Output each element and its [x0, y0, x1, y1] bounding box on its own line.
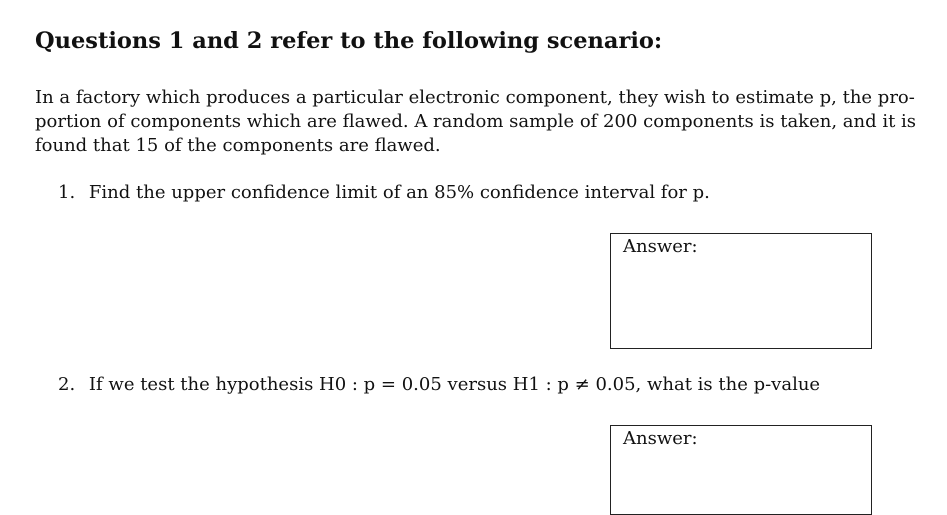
section-heading: Questions 1 and 2 refer to the following scenario:: [35, 28, 663, 54]
scenario-paragraph: [35, 86, 917, 158]
answer-box-1[interactable]: [610, 233, 872, 349]
answer-input-2[interactable]: [623, 456, 863, 506]
answer-input-1[interactable]: [623, 264, 863, 340]
question-1: [58, 182, 710, 203]
scenario-line-1: In a factory which produces a particular electronic component, they wish to estimate p, the pro-: [35, 87, 915, 108]
scenario-line-2: portion of components which are flawed. A random sample of 200 components is taken, and it is: [35, 111, 917, 132]
question-2-number: 2.: [58, 374, 76, 395]
question-2-text: If we test the hypothesis H0 : p = 0.05 versus H1 : p ≠ 0.05, what is the p-value: [88, 374, 821, 395]
question-2: [58, 374, 820, 395]
question-1-text: Find the upper confidence limit of an 85% confidence interval for p.: [88, 182, 710, 203]
question-1-number: 1.: [58, 182, 76, 203]
answer-label-2: Answer:: [623, 428, 698, 449]
scenario-line-3: found that 15 of the components are flawed.: [35, 135, 441, 156]
answer-box-2[interactable]: [610, 425, 872, 515]
answer-label-1: Answer:: [623, 236, 698, 257]
